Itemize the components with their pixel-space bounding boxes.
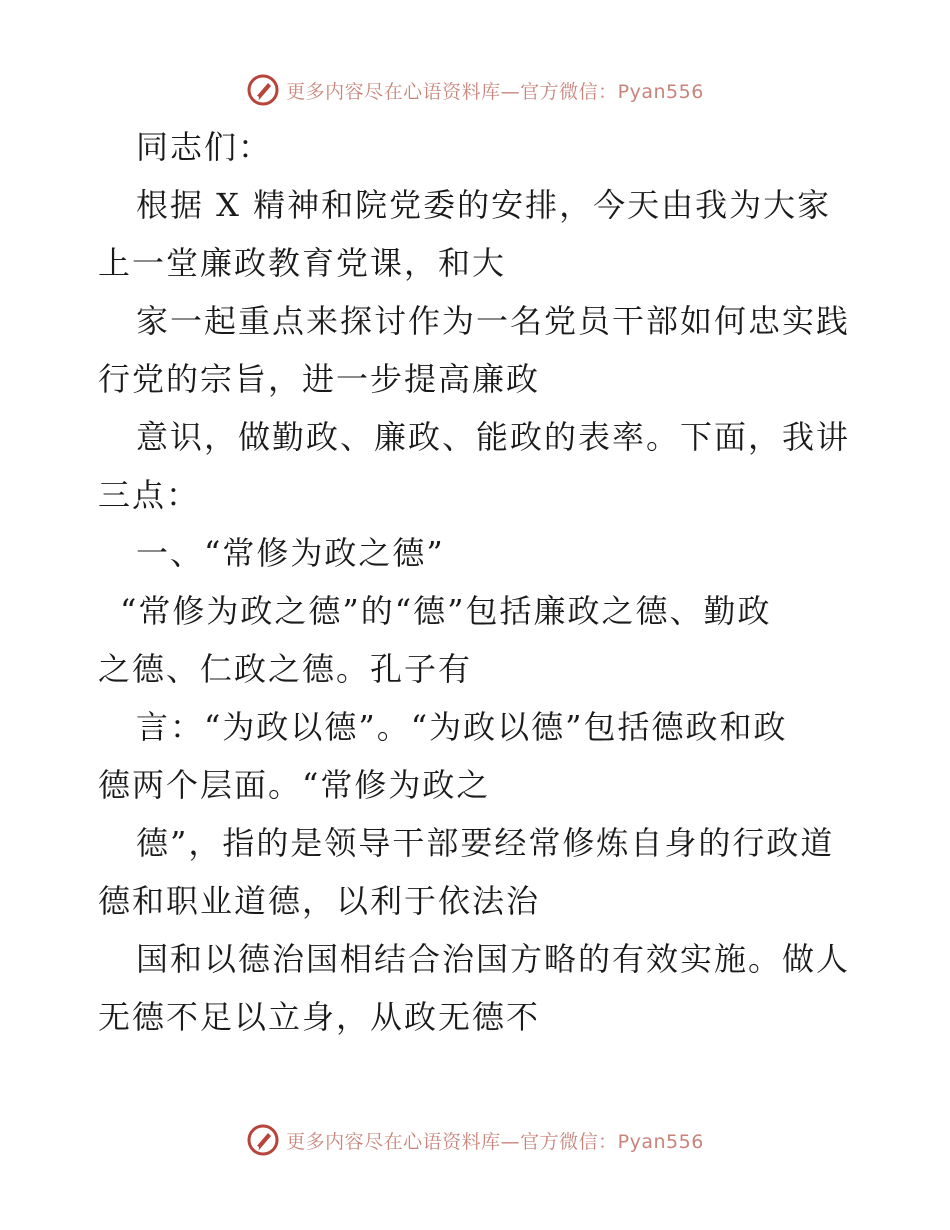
pen-logo-icon [246, 1123, 280, 1157]
text-line: “常修为政之德”的“德”包括廉政之德、勤政 [120, 592, 772, 630]
pen-logo-icon [246, 73, 280, 107]
text-line: 国和以德治国相结合治国方略的有效实施。做人 [136, 940, 851, 978]
watermark-text: 更多内容尽在心语资料库—官方微信：Pyan556 [286, 80, 704, 103]
footer-watermark [0, 1120, 950, 1160]
text-line: 根据 X 精神和院党委的安排，今天由我为大家 [136, 186, 832, 224]
text-line: 意识，做勤政、廉政、能政的表率。下面，我讲 [136, 418, 851, 456]
header-watermark [0, 70, 950, 110]
text-line: 无德不足以立身，从政无德不 [98, 998, 541, 1036]
watermark-text: 更多内容尽在心语资料库—官方微信：Pyan556 [286, 1130, 704, 1153]
text-line: 行党的宗旨，进一步提高廉政 [98, 360, 541, 398]
text-line: 德和职业道德，以利于依法治 [98, 882, 541, 920]
section-heading: 一、“常修为政之德” [136, 534, 445, 572]
text-line: 德两个层面。“常修为政之 [98, 766, 491, 804]
text-line: 三点： [98, 476, 201, 514]
text-line: 家一起重点来探讨作为一名党员干部如何忠实践 [136, 302, 851, 340]
text-line: 德”，指的是领导干部要经常修炼自身的行政道 [136, 824, 835, 862]
text-line: 同志们： [136, 128, 273, 166]
text-line: 上一堂廉政教育党课，和大 [98, 244, 507, 282]
text-line: 言：“为政以德”。“为政以德”包括德政和政 [136, 708, 788, 746]
document-body [98, 118, 858, 1046]
text-line: 之德、仁政之德。孔子有 [98, 650, 473, 688]
